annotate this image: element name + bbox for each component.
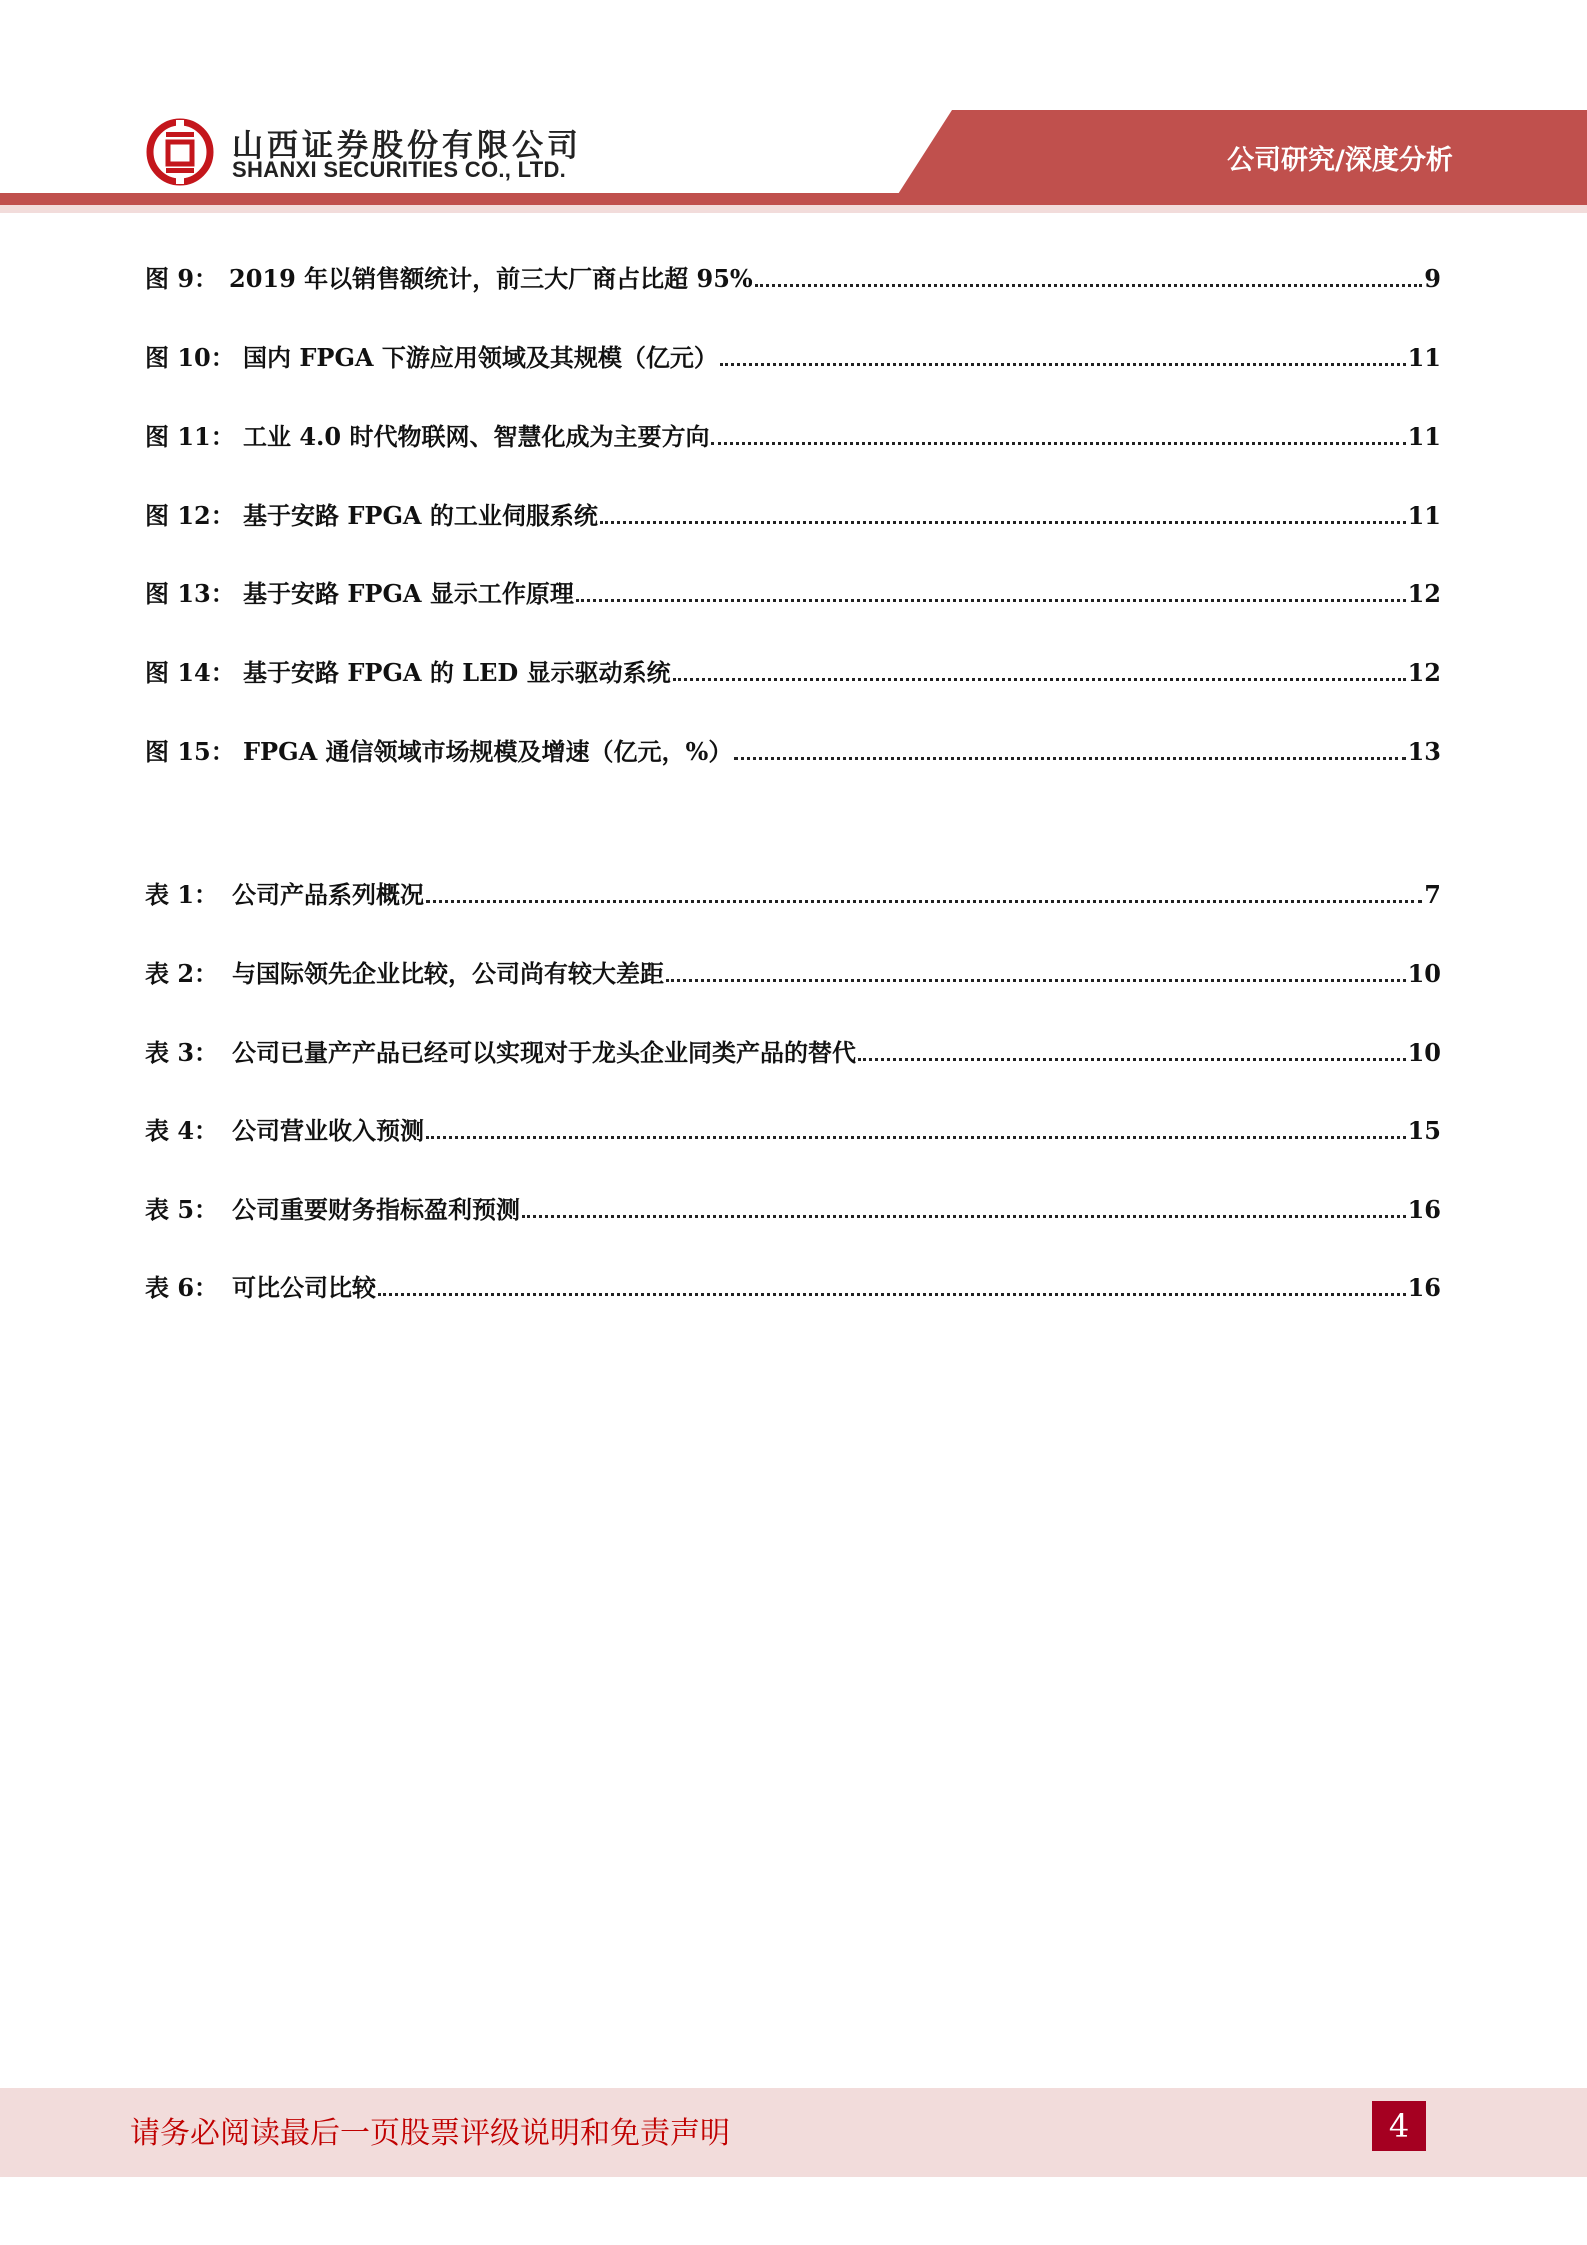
- toc-page-number: 10: [1407, 959, 1441, 988]
- disclaimer-notice[interactable]: 请务必阅读最后一页股票评级说明和免责声明: [130, 2116, 730, 2151]
- toc-page-number: 12: [1407, 579, 1441, 608]
- toc-title: 基于安路 FPGA 的工业伺服系统: [243, 501, 598, 530]
- toc-leader: [666, 979, 1406, 982]
- toc-entry[interactable]: [145, 653, 1441, 687]
- toc-label: 表 4：: [145, 1116, 219, 1145]
- toc-entry[interactable]: [145, 259, 1441, 293]
- toc-label: 图 11：: [145, 422, 235, 451]
- toc-label: 图 15：: [145, 737, 235, 766]
- toc-page-number: 12: [1407, 658, 1441, 687]
- toc-entry[interactable]: [145, 1033, 1441, 1067]
- toc-label: 图 13：: [145, 579, 235, 608]
- company-logo-icon: [146, 118, 214, 186]
- toc-leader: [734, 757, 1405, 760]
- toc-label: 图 14：: [145, 658, 235, 687]
- toc-title: 国内 FPGA 下游应用领域及其规模（亿元）: [243, 343, 718, 372]
- toc-leader: [600, 521, 1406, 524]
- toc-page-number: 11: [1407, 422, 1441, 451]
- toc-label: 表 3：: [145, 1038, 219, 1067]
- toc-page-number: 13: [1407, 737, 1441, 766]
- toc-entry[interactable]: [145, 732, 1441, 766]
- company-name-en: SHANXI SECURITIES CO., LTD.: [232, 157, 567, 182]
- toc-leader: [755, 284, 1423, 287]
- toc-entry[interactable]: [145, 574, 1441, 608]
- toc-label: 图 9：: [145, 264, 219, 293]
- toc-page-number: 15: [1407, 1116, 1441, 1145]
- toc-page-number: 10: [1407, 1038, 1441, 1067]
- toc-page-number: 16: [1407, 1195, 1441, 1224]
- toc-title: 公司已量产产品已经可以实现对于龙头企业同类产品的替代: [232, 1038, 856, 1067]
- toc-page-number: 11: [1407, 501, 1441, 530]
- toc-title: FPGA 通信领域市场规模及增速（亿元，%）: [243, 737, 733, 766]
- toc-leader: [378, 1293, 1406, 1296]
- toc-title: 与国际领先企业比较，公司尚有较大差距: [232, 959, 664, 988]
- toc-entry[interactable]: [145, 338, 1441, 372]
- toc-title: 公司重要财务指标盈利预测: [232, 1195, 520, 1224]
- toc-title: 公司产品系列概况: [232, 880, 424, 909]
- toc-page-number: 9: [1424, 264, 1441, 293]
- toc-title: 可比公司比较: [232, 1273, 376, 1302]
- toc-entry[interactable]: [145, 954, 1441, 988]
- toc-title: 2019 年以销售额统计，前三大厂商占比超 95%: [229, 264, 753, 293]
- toc-entry[interactable]: [145, 875, 1441, 909]
- toc-title: 基于安路 FPGA 显示工作原理: [243, 579, 574, 608]
- toc-label: 表 1：: [145, 880, 219, 909]
- toc-leader: [576, 599, 1406, 602]
- toc-leader: [673, 678, 1406, 681]
- report-type: 公司研究/深度分析: [1227, 145, 1453, 176]
- toc-leader: [426, 900, 1422, 903]
- toc-page-number: 11: [1407, 343, 1441, 372]
- toc-label: 表 6：: [145, 1273, 219, 1302]
- toc-page-number: 16: [1407, 1273, 1441, 1302]
- toc-leader: [858, 1058, 1406, 1061]
- toc-leader: [426, 1136, 1406, 1139]
- page-number: 4: [1372, 2101, 1426, 2151]
- toc-label: 表 2：: [145, 959, 219, 988]
- toc-entry[interactable]: [145, 496, 1441, 530]
- toc-entry[interactable]: [145, 1111, 1441, 1145]
- toc-entry[interactable]: [145, 1190, 1441, 1224]
- toc-entry[interactable]: [145, 1268, 1441, 1302]
- company-name-cn: 山西证券股份有限公司: [232, 128, 582, 164]
- toc-leader: [522, 1215, 1406, 1218]
- header-stripe: [0, 193, 1587, 205]
- toc-leader: [711, 442, 1405, 445]
- header-stripe-light: [0, 205, 1587, 213]
- toc-entry[interactable]: [145, 417, 1441, 451]
- toc-title: 工业 4.0 时代物联网、智慧化成为主要方向: [243, 422, 710, 451]
- toc-leader: [720, 363, 1406, 366]
- toc-title: 公司营业收入预测: [232, 1116, 424, 1145]
- toc-title: 基于安路 FPGA 的 LED 显示驱动系统: [243, 658, 671, 687]
- toc-label: 图 10：: [145, 343, 235, 372]
- toc-label: 图 12：: [145, 501, 235, 530]
- toc-label: 表 5：: [145, 1195, 219, 1224]
- toc-page-number: 7: [1424, 880, 1441, 909]
